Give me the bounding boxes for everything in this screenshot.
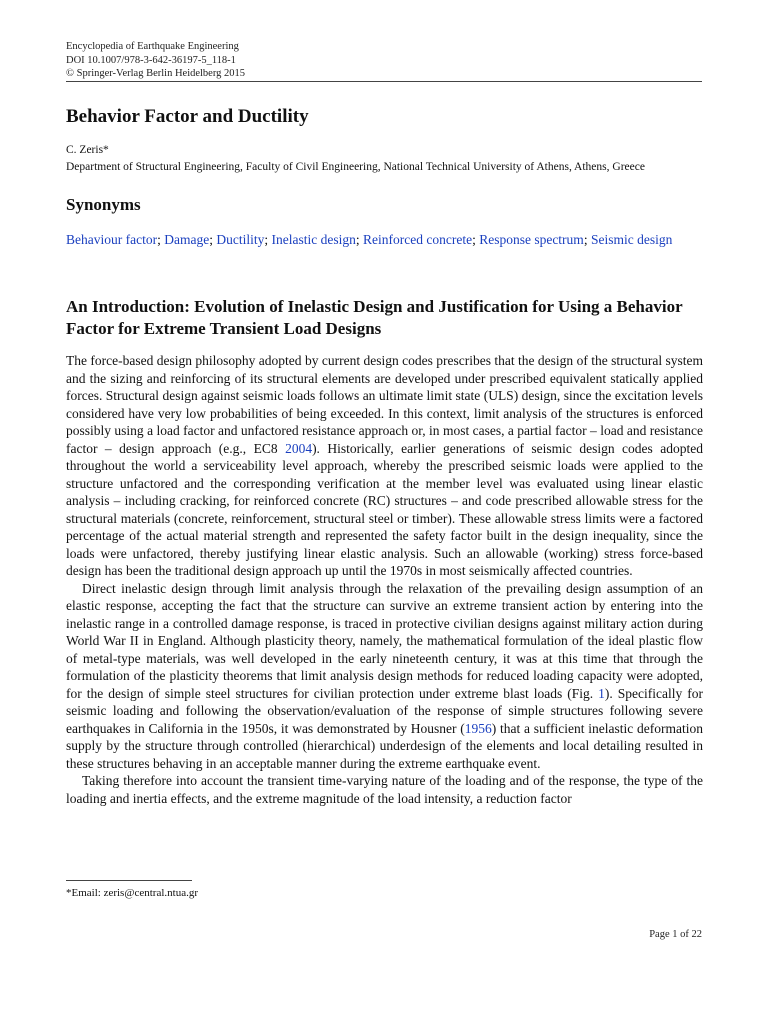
author-name: C. Zeris* [66,144,109,156]
synonyms-heading: Synonyms [66,195,141,214]
paragraph [66,580,703,773]
text-run: ) that a sufficient inelastic deformation supply by the structure through controlled (hierarchical) underdesign of the elements and local detailing resulted in these structures behaving in an acceptable manner during the extreme earthquake event. [66,720,703,771]
copyright-line: © Springer-Verlag Berlin Heidelberg 2015 [66,68,246,79]
text-run: ). Specifically for seismic loading and following the observation/evaluation of the response of simple structures following severe earthquakes in California in the 1950s, it was demonstrated by Housner ( [66,685,703,736]
synonym-link[interactable]: Seismic design [590,232,673,247]
paragraph [66,352,703,580]
synonym-link[interactable]: Damage [164,232,210,247]
synonym-link[interactable]: Behaviour factor [66,232,158,247]
journal-name: Encyclopedia of Earthquake Engineering [66,41,239,52]
text-run: ). Historically, earlier generations of seismic design codes adopted throughout the world a serviceability level approach, whereby the prescribed seismic loads were applied to the structure unfactored and the corresponding verification at the member level was evaluated using linear elastic analysis – including cracking, for reinforced concrete (RC) structures – and code prescribed allowable stress for the structural materials (concrete, reinforcement, structural steel or timber). These allowable stress limits were a factored percentage of the actual material strength and represented the safety factor built in the design inequality, since the loads were unfactored, thereby justifying linear elastic analysis. Such an allowable (working) stress force-based design has been the traditional design approach up until the 1970s in most seismically affected countries. [66,440,703,578]
footnote-divider [66,880,192,881]
author-affiliation: Department of Structural Engineering, Faculty of Civil Engineering, National Technical University of Athens, Athens, Greece [66,161,645,173]
header-divider [66,81,702,82]
article-title: Behavior Factor and Ductility [66,106,309,127]
introduction-heading: An Introduction: Evolution of Inelastic Design and Justification for Using a Behavior Factor for Extreme Transient Load Designs [66,297,683,338]
text-run: The force-based design philosophy adopted by current design codes prescribes that the design of the structural system and the sizing and reinforcing of its structural elements are developed under prescribed equivalent statically applied forces. Structural design against seismic loads follows an ultimate limit state (ULS) design, since the excitation levels considered have very low probabilities of being exceeded. In this context, limit analysis of the structures is enforced possibly using a load factor and unfactored resistance approach or, in most cases, a partial factor – load and resistance factor – design approach (e.g., EC8 [66,353,703,456]
publication-header [66,40,245,81]
synonym-link[interactable]: Inelastic design [271,232,356,247]
citation-link[interactable]: 1956 [464,720,492,736]
footnote-email: *Email: zeris@central.ntua.gr [66,887,198,899]
paragraph: Taking therefore into account the transient time-varying nature of the loading and of the response, the type of the loading and inertia effects, and the extreme magnitude of the load intensity, a reduction factor [66,773,703,806]
doi-line: DOI 10.1007/978-3-642-36197-5_118-1 [66,54,236,66]
synonym-link[interactable]: Reinforced concrete [363,232,473,247]
text-run: Direct inelastic design through limit analysis through the relaxation of the prevailing design assumption of an elastic response, accepting the fact that the structure can survive an extreme transient action by entering into the inelastic range in a controlled damage response, is traced in protective civilian designs against military action during World War II in England. Although plasticity theory, namely, the mathematical formulation of the ideal plastic flow of metal-type materials, was well developed in the early nineteenth century, it was at this time that through the formulation of the plasticity theorems that limit analysis design methods for reduced loading capacity were adopted, for the design of simple steel structures for civilian protection under extreme blast loads (Fig. [66,580,703,701]
synonym-link[interactable]: Response spectrum [479,232,584,247]
citation-link[interactable]: 2004 [285,440,313,456]
synonym-link[interactable]: Ductility [216,232,265,247]
page-number: Page 1 of 22 [649,929,702,940]
synonyms-list: Behaviour factor; Damage; Ductility; Inelastic design; Reinforced concrete; Response spectrum; Seismic design [66,232,673,247]
body-text [66,352,703,807]
figure-link[interactable]: 1 [598,685,605,701]
